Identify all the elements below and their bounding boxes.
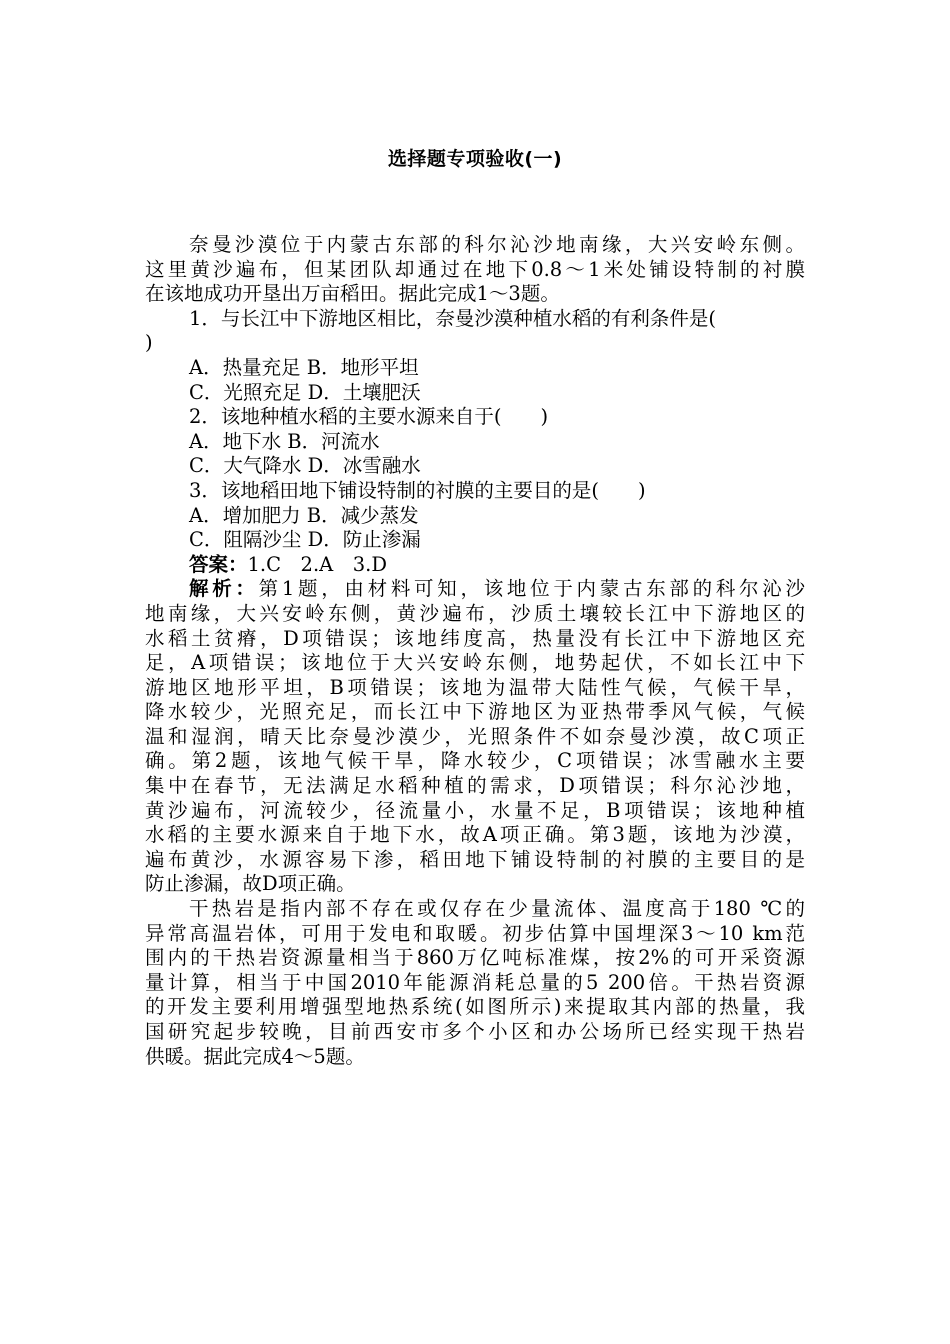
question-3-options: A．增加肥力 B．减少蒸发 — [189, 503, 419, 527]
analysis-line: 水稻土贫瘠，D项错误；该地纬度高，热量没有长江中下游地区充 — [145, 626, 805, 650]
question-2-stem: 2．该地种植水稻的主要水源来自于( ) — [189, 405, 549, 429]
question-3-stem: 3．该地稻田地下铺设特制的衬膜的主要目的是( ) — [189, 478, 646, 502]
question-1-stem: 1．与长江中下游地区相比，奈曼沙漠种植水稻的有利条件是( — [189, 306, 717, 330]
passage-1-line: 奈曼沙漠位于内蒙古东部的科尔沁沙地南缘，大兴安岭东侧。 — [189, 233, 805, 256]
passage-2-line: 异常高温岩体，可用于发电和取暖。初步估算中国埋深3～10 km范 — [145, 921, 805, 945]
question-2-options: C．大气降水 D．冰雪融水 — [189, 454, 421, 478]
passage-2-line: 国研究起步较晚，目前西安市多个小区和办公场所已经实现干热岩 — [145, 1020, 805, 1043]
analysis-line: 地南缘，大兴安岭东侧，黄沙遍布，沙质土壤较长江中下游地区的 — [145, 601, 805, 625]
question-3-options: C．阻隔沙尘 D．防止渗漏 — [189, 528, 421, 552]
analysis-line: 遍布黄沙，水源容易下渗，稻田地下铺设特制的衬膜的主要目的是 — [145, 847, 805, 871]
document-body — [145, 233, 805, 1069]
passage-2-line: 干热岩是指内部不存在或仅存在少量流体、温度高于180 ℃的 — [189, 897, 805, 921]
analysis-line: 黄沙遍布，河流较少，径流量小，水量不足，B项错误；该地种植 — [145, 798, 805, 822]
analysis-line: 降水较少，光照充足，而长江中下游地区为亚热带季风气候，气候 — [145, 700, 805, 724]
passage-1-line: 在该地成功开垦出万亩稻田。据此完成1～3题。 — [145, 282, 560, 306]
question-1-options: C．光照充足 D．土壤肥沃 — [189, 380, 421, 404]
analysis-line — [145, 577, 805, 602]
analysis-line: 足，A项错误；该地位于大兴安岭东侧，地势起伏，不如长江中下 — [145, 651, 805, 675]
page-title: 选择题专项验收(一) — [387, 148, 563, 170]
passage-2-line: 的开发主要利用增强型地热系统(如图所示)来提取其内部的热量，我 — [145, 995, 805, 1019]
passage-2-line: 供暖。据此完成4～5题。 — [145, 1044, 365, 1068]
question-1-stem-end: ) — [145, 331, 153, 355]
analysis-line: 水稻的主要水源来自于地下水，故A项正确。第3题，该地为沙漠， — [145, 823, 805, 847]
passage-2-line: 围内的干热岩资源量相当于860万亿吨标准煤，按2%的可开采资源 — [145, 946, 805, 970]
analysis-line: 确。第2题，该地气候干旱，降水较少，C项错误；冰雪融水主要 — [145, 749, 805, 773]
passage-1-line: 这里黄沙遍布，但某团队却通过在地下0.8～1米处铺设特制的衬膜 — [145, 257, 805, 281]
analysis-text: 第1题，由材料可知，该地位于内蒙古东部的科尔沁沙 — [258, 577, 805, 601]
question-1-options: A．热量充足 B．地形平坦 — [189, 355, 419, 379]
answer-label: 答案： — [189, 552, 248, 576]
analysis-line: 集中在春节，无法满足水稻种植的需求，D项错误；科尔沁沙地， — [145, 774, 805, 798]
answer-value: 1.C 2.A 3.D — [247, 552, 387, 576]
analysis-line: 温和湿润，晴天比奈曼沙漠少，光照条件不如奈曼沙漠，故C项正 — [145, 724, 805, 748]
answer-line — [145, 553, 805, 578]
question-2-options: A．地下水 B．河流水 — [189, 429, 380, 453]
analysis-line: 游地区地形平坦，B项错误；该地为温带大陆性气候，气候干旱， — [145, 675, 805, 699]
analysis-label: 解析： — [189, 577, 259, 601]
analysis-line: 防止渗漏，故D项正确。 — [145, 872, 356, 896]
passage-2-line: 量计算，相当于中国2010年能源消耗总量的5 200倍。干热岩资源 — [145, 970, 805, 994]
